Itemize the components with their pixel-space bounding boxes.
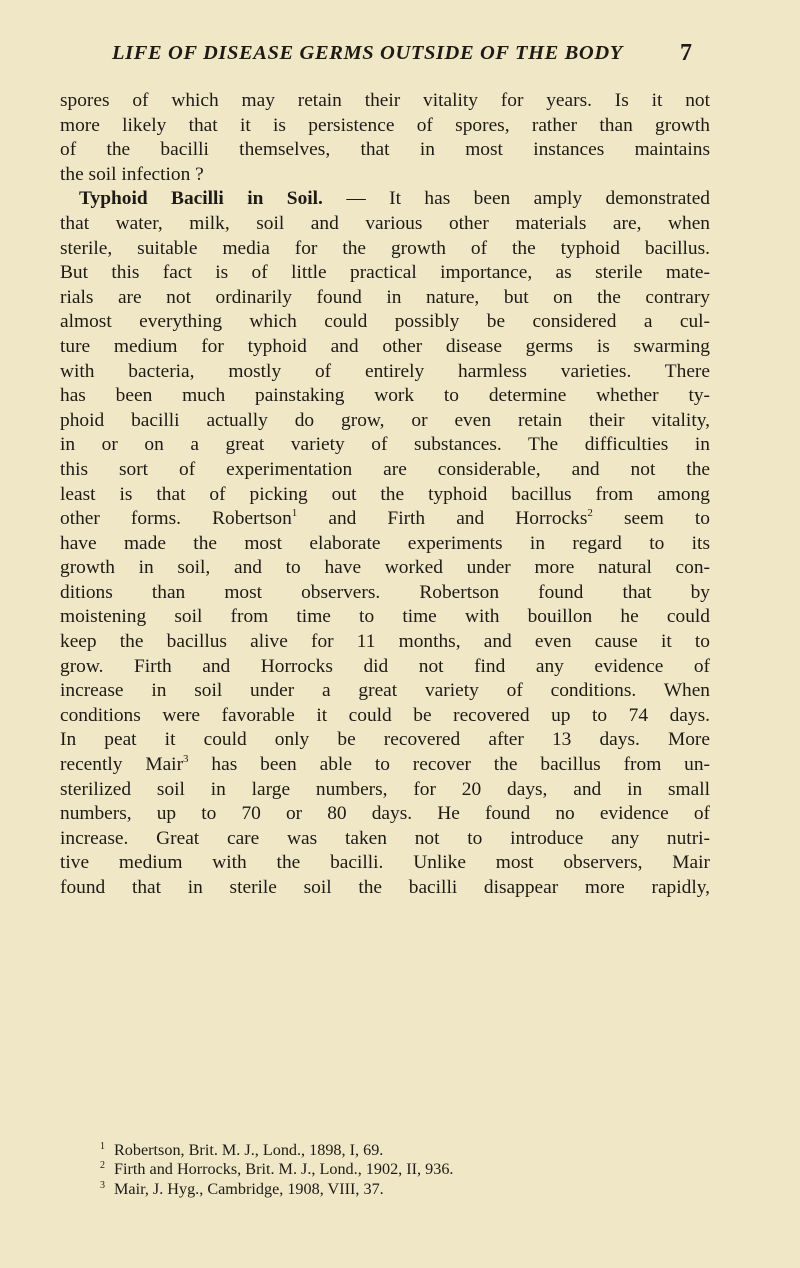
text-line: that water, milk, soil and various other materials are, when: [60, 212, 710, 234]
text-segment: other forms. Robertson: [60, 508, 292, 530]
text-line: has been much painstaking work to determine whether ty-: [60, 385, 710, 407]
section-paragraph-start: [60, 187, 710, 212]
footnote-3: 3 Mair, J. Hyg., Cambridge, 1908, VIII, 37.: [100, 1179, 384, 1198]
text-line: sterilized soil in large numbers, for 20 days, and in small: [60, 778, 710, 800]
text-line: ture medium for typhoid and other disease germs is swarming: [60, 335, 710, 357]
text-segment: — It has been amply demonstrated: [346, 188, 711, 210]
text-segment: recently Mair: [60, 754, 184, 776]
footnote-text: Robertson, Brit. M. J., Lond., 1898, I, 69.: [114, 1141, 384, 1159]
text-line: ditions than most observers. Robertson found that by: [60, 581, 710, 603]
text-line: in or on a great variety of substances. The difficulties in: [60, 434, 710, 456]
text-line: growth in soil, and to have worked under more natural con-: [60, 557, 710, 579]
text-line: spores of which may retain their vitality for years. Is it not: [60, 90, 710, 111]
text-segment: seem to: [592, 508, 710, 530]
text-line: In peat it could only be recovered after 13 days. More: [60, 729, 710, 751]
text-line-with-notes: [60, 507, 710, 532]
text-line: found that in sterile soil the bacilli disappear more rapidly,: [60, 877, 710, 898]
text-line: rials are not ordinarily found in nature, but on the contrary: [60, 286, 710, 308]
text-segment: has been able to recover the bacillus from un-: [188, 754, 711, 776]
footnote-ref-2[interactable]: 2: [587, 507, 593, 520]
section-heading: Typhoid Bacilli in Soil.: [79, 188, 323, 210]
text-line: grow. Firth and Horrocks did not find any evidence of: [60, 655, 710, 677]
text-line: increase in soil under a great variety of conditions. When: [60, 680, 710, 702]
text-line: phoid bacilli actually do grow, or even retain their vitality,: [60, 409, 710, 431]
text-line-with-note: [60, 753, 710, 778]
footnote-ref-1[interactable]: 1: [291, 507, 298, 520]
text-segment: and Firth and Horrocks: [297, 508, 588, 530]
text-line: But this fact is of little practical importance, as sterile mate-: [60, 262, 710, 284]
page-number: 7: [680, 40, 692, 66]
footnote-text: Firth and Horrocks, Brit. M. J., Lond., 1902, II, 936.: [114, 1160, 454, 1179]
running-title: LIFE OF DISEASE GERMS OUTSIDE OF THE BODY: [112, 42, 623, 64]
text-line: of the bacilli themselves, that in most instances maintains: [60, 139, 710, 161]
text-line: keep the bacillus alive for 11 months, and even cause it to: [60, 631, 710, 653]
text-line: the soil infection ?: [60, 163, 204, 185]
text-line: sterile, suitable media for the growth of the typhoid bacillus.: [60, 237, 710, 259]
text-line: almost everything which could possibly be considered a cul-: [60, 311, 710, 333]
body-text: [60, 89, 710, 901]
text-line: least is that of picking out the typhoid bacillus from among: [60, 483, 710, 505]
text-line: increase. Great care was taken not to introduce any nutri-: [60, 827, 710, 849]
footnote-ref-3[interactable]: 3: [183, 753, 189, 766]
text-line: numbers, up to 70 or 80 days. He found no evidence of: [60, 803, 710, 825]
text-line: with bacteria, mostly of entirely harmless varieties. There: [60, 360, 710, 382]
footnote-2: 2 Firth and Horrocks, Brit. M. J., Lond., 1902, II, 936.: [100, 1160, 454, 1179]
text-line: more likely that it is persistence of spores, rather than growth: [60, 114, 710, 136]
text-line: have made the most elaborate experiments in regard to its: [60, 532, 710, 554]
text-line: moistening soil from time to time with bouillon he could: [60, 606, 710, 628]
footnotes: [100, 1141, 740, 1199]
footnote-text: Mair, J. Hyg., Cambridge, 1908, VIII, 37.: [114, 1179, 384, 1198]
text-line: tive medium with the bacilli. Unlike most observers, Mair: [60, 852, 710, 874]
text-line: this sort of experimentation are considerable, and not the: [60, 458, 710, 480]
text-line: conditions were favorable it could be recovered up to 74 days.: [60, 704, 710, 726]
footnote-1: 1 Robertson, Brit. M. J., Lond., 1898, I, 69.: [100, 1141, 384, 1159]
